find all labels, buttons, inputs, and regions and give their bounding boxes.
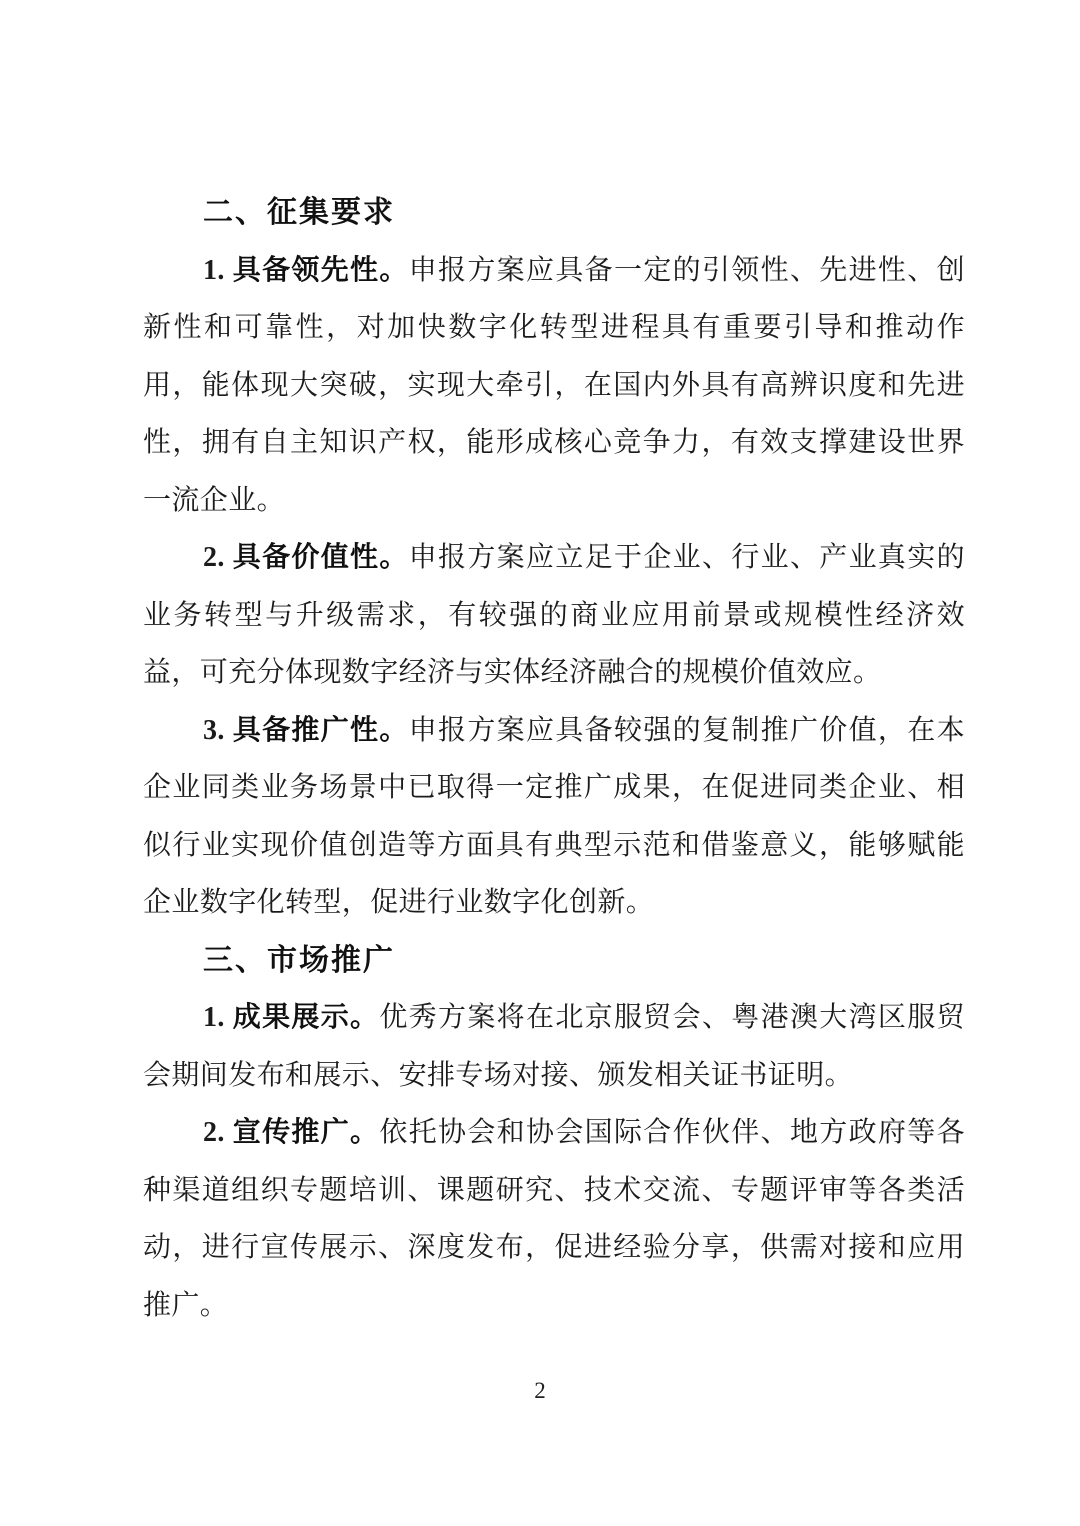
paragraph-lead-phrase: 具备领先性。 [231,254,409,286]
paragraph-results-display [143,989,965,1104]
paragraph-body-text: 申报方案应立足于企业、行业、产业真实的业务转型与升级需求，有较强的商业应用前景或规模性经济效益，可充分体现数字经济与实体经济融合的规模价值效应。 [143,542,965,688]
paragraph-value-quality [143,529,965,702]
paragraph-promotion-quality [143,702,965,932]
section-heading-collection-requirements: 二、征集要求 [203,196,395,229]
paragraph-body-text: 申报方案应具备一定的引领性、先进性、创新性和可靠性，对加快数字化转型进程具有重要引导和推动作用，能体现大突破，实现大牵引，在国内外具有高辨识度和先进性，拥有自主知识产权，能形成核心竞争力，有效支撑建设世界一流企业。 [143,254,965,516]
page-number: 2 [534,1378,546,1403]
paragraph-body-text: 优秀方案将在北京服贸会、粤港澳大湾区服贸会期间发布和展示、安排专场对接、颁发相关证书证明。 [143,1002,965,1091]
paragraph-body-text: 依托协会和协会国际合作伙伴、地方政府等各种渠道组织专题培训、课题研究、技术交流、专题评审等各类活动，进行宣传展示、深度发布，促进经验分享，供需对接和应用推广。 [143,1117,965,1321]
paragraph-number: 1. [203,1002,225,1033]
paragraph-lead-phrase: 宣传推广。 [231,1117,380,1148]
paragraph-number: 3. [203,714,225,746]
paragraph-number: 2. [203,542,225,573]
document-body [143,184,965,1334]
paragraph-lead-phrase: 成果展示。 [231,1002,380,1033]
paragraph-body-text: 申报方案应具备较强的复制推广价值，在本企业同类业务场景中已取得一定推广成果，在促进同类企业、相似行业实现价值创造等方面具有典型示范和借鉴意义，能够赋能企业数字化转型，促进行业数字化创新。 [143,714,965,918]
section-heading-market-promotion: 三、市场推广 [203,943,395,977]
paragraph-leading-quality [143,242,965,530]
paragraph-number: 1. [203,254,225,286]
paragraph-lead-phrase: 具备价值性。 [231,542,409,573]
paragraph-number: 2. [203,1117,225,1148]
paragraph-lead-phrase: 具备推广性。 [231,714,409,746]
paragraph-publicity-promotion [143,1104,965,1334]
